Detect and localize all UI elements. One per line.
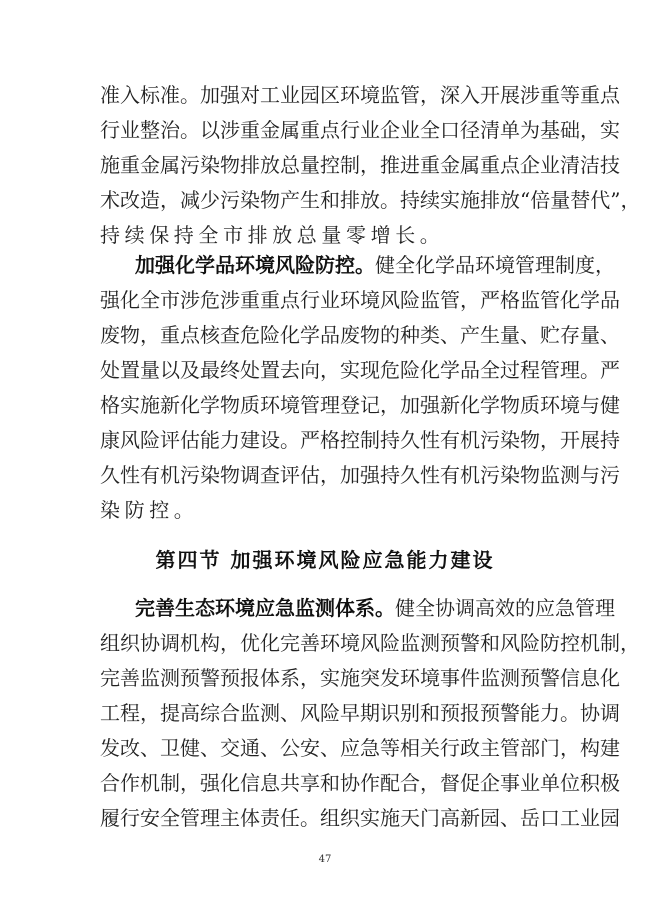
text-line: 术改造，减少污染物产生和排放。持续实施排放“倍量替代”， <box>100 188 641 212</box>
text-line: 合作机制，强化信息共享和协作配合，督促企事业单位积极 <box>100 771 620 795</box>
text-line: 处置量以及最终处置去向，实现危险化学品全过程管理。严 <box>100 358 620 382</box>
text-line: 准入标准。加强对工业园区环境监管，深入开展涉重等重点 <box>100 83 620 107</box>
text-line: 康风险评估能力建设。严格控制持久性有机污染物，开展持 <box>100 428 620 452</box>
text-line: 工程，提高综合监测、风险早期识别和预报预警能力。协调 <box>100 701 620 725</box>
text-line: 格实施新化学物质环境管理登记，加强新化学物质环境与健 <box>100 393 620 417</box>
text-line: 久性有机污染物调查评估，加强持久性有机污染物监测与污 <box>100 463 620 487</box>
text-line: 履行安全管理主体责任。组织实施天门高新园、岳口工业园 <box>100 806 620 830</box>
paragraph-text: 健全化学品环境管理制度， <box>375 253 615 277</box>
text-line: 染防控。 <box>100 498 199 522</box>
text-line: 施重金属污染物排放总量控制，推进重金属重点企业清洁技 <box>100 153 620 177</box>
text-line: 完善监测预警预报体系，实施突发环境事件监测预警信息化 <box>100 666 620 690</box>
paragraph-lead: 加强化学品环境风险防控。 <box>135 253 375 277</box>
text-line: 持续保持全市排放总量零增长。 <box>100 223 445 247</box>
text-line: 组织协调机构，优化完善环境风险监测预警和风险防控机制， <box>100 631 640 655</box>
text-line <box>135 595 615 621</box>
paragraph-lead: 完善生态环境应急监测体系。 <box>135 596 395 620</box>
page-number: 47 <box>318 854 332 865</box>
section-heading: 第四节 加强环境风险应急能力建设 <box>155 548 495 572</box>
text-line: 发改、卫健、交通、公安、应急等相关行政主管部门，构建 <box>100 736 620 760</box>
text-line <box>135 252 615 278</box>
paragraph-text: 健全协调高效的应急管理 <box>395 596 615 620</box>
text-line: 行业整治。以涉重金属重点行业企业全口径清单为基础，实 <box>100 118 620 142</box>
text-line: 废物，重点核查危险化学品废物的种类、产生量、贮存量、 <box>100 323 620 347</box>
text-line: 强化全市涉危涉重重点行业环境风险监管，严格监管化学品 <box>100 288 620 312</box>
